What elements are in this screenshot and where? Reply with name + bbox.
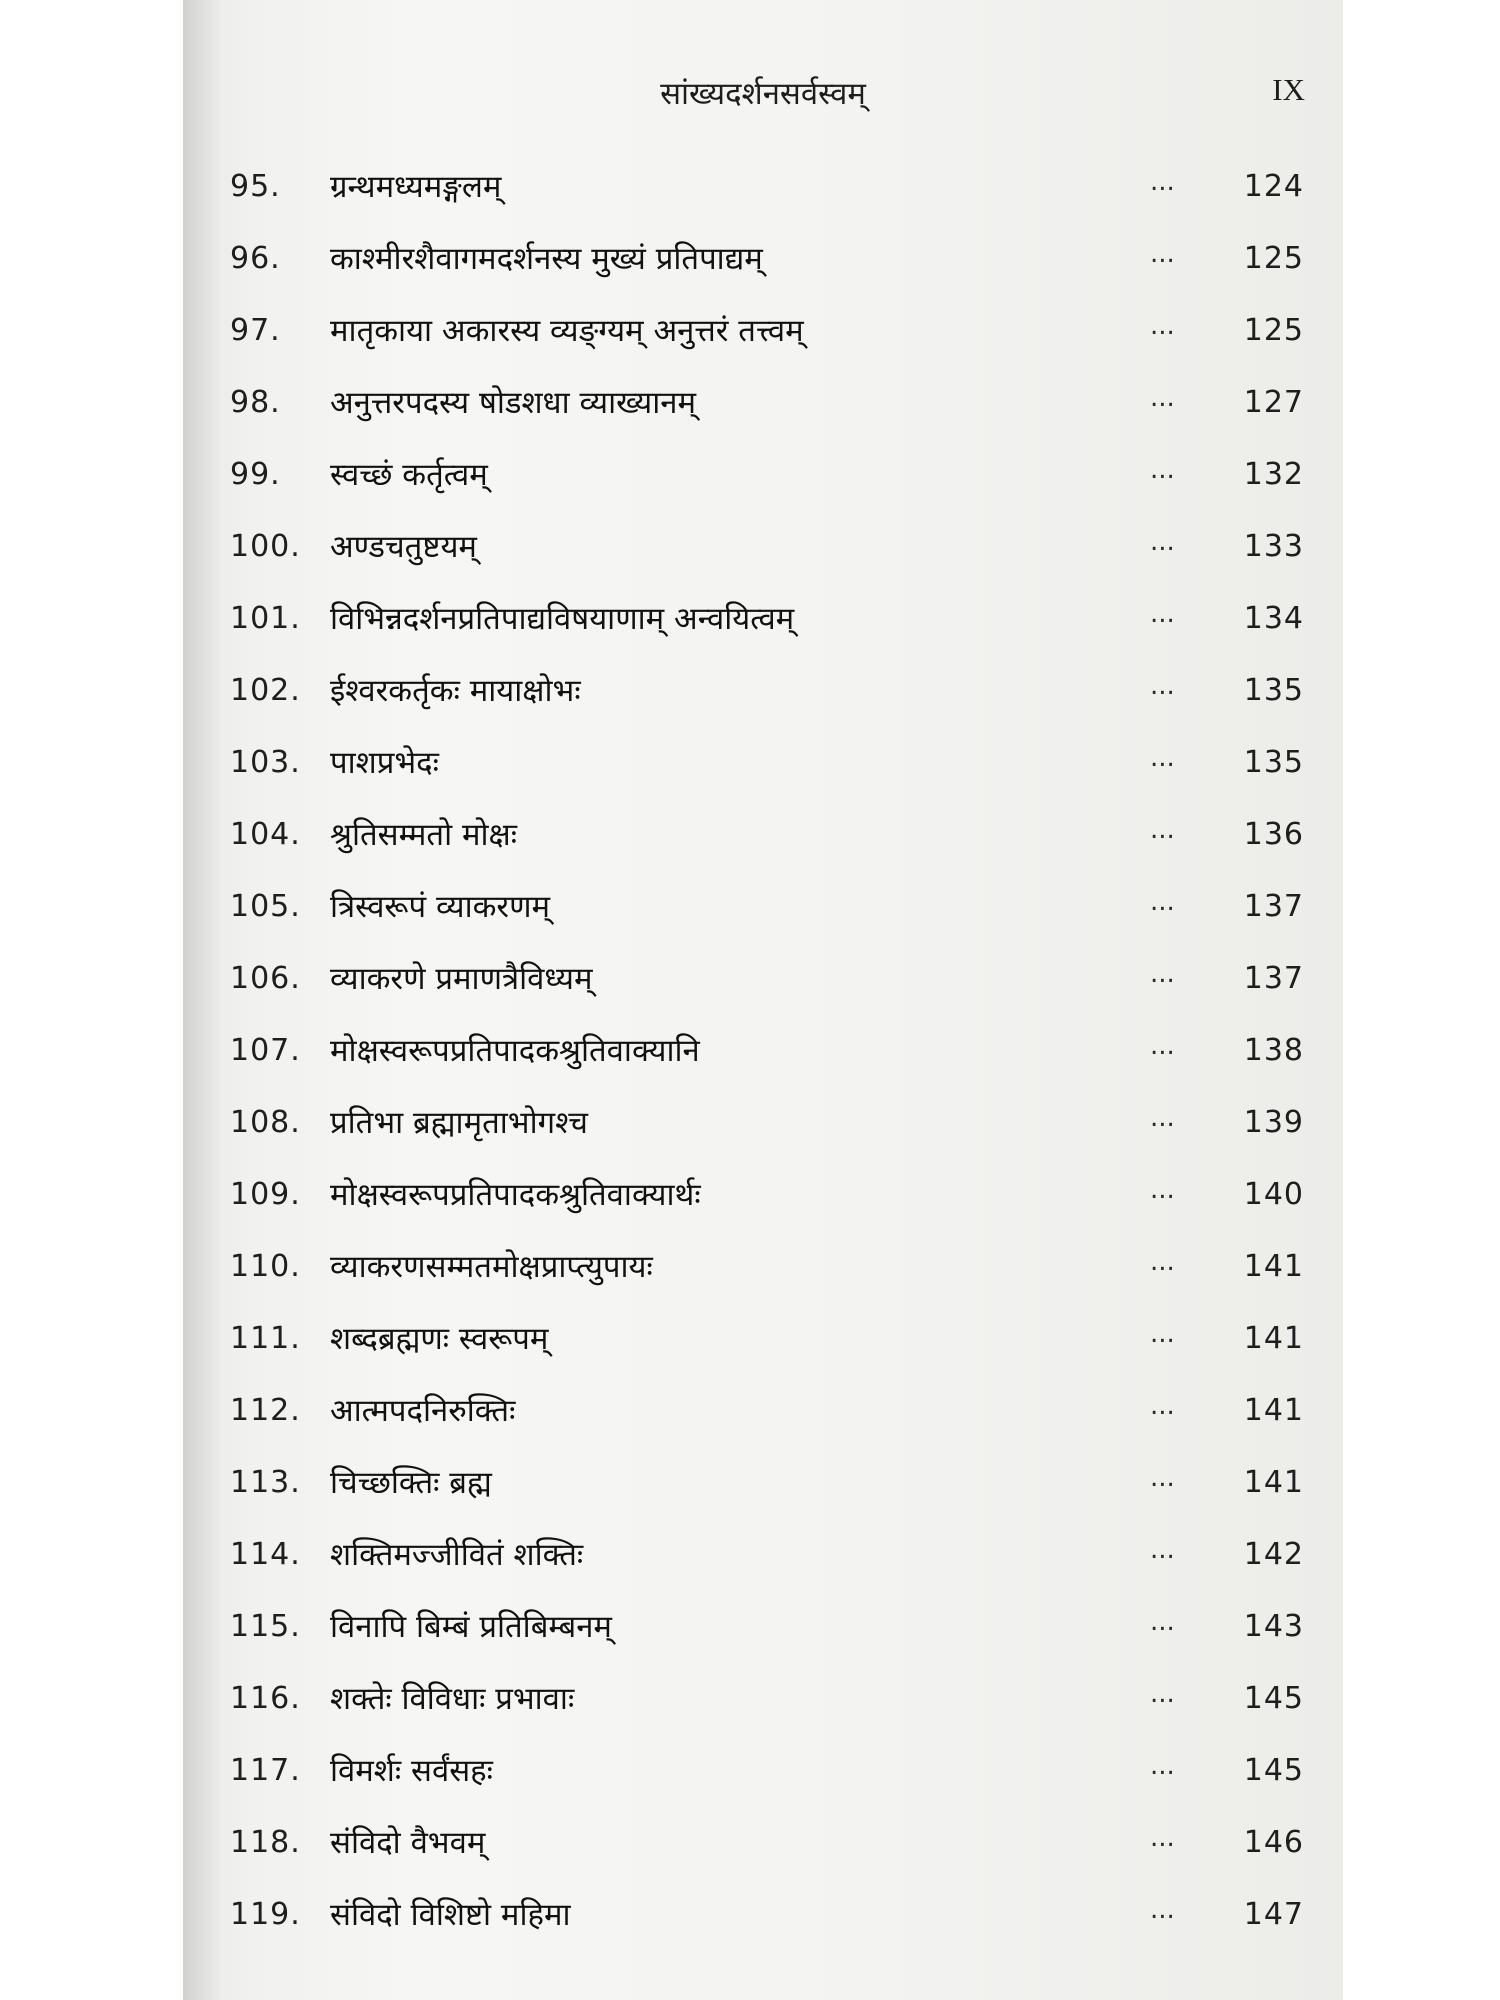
toc-entry [0,165,1500,237]
entry-title: आत्मपदनिरुक्तिः [330,1393,516,1429]
toc-entry [0,1317,1500,1389]
entry-page-number: 135 [1243,673,1304,708]
entry-leader-dots: ... [1150,743,1175,773]
entry-number: 117. [230,1753,301,1788]
toc-entry [0,813,1500,885]
page-header [183,72,1343,122]
entry-leader-dots: ... [1150,1679,1175,1709]
entry-number: 95. [230,169,281,204]
toc-entry [0,1677,1500,1749]
entry-leader-dots: ... [1150,1103,1175,1133]
entry-page-number: 134 [1243,601,1304,636]
entry-number: 112. [230,1393,301,1428]
entry-leader-dots: ... [1150,383,1175,413]
entry-leader-dots: ... [1150,239,1175,269]
entry-page-number: 145 [1243,1753,1304,1788]
entry-page-number: 145 [1243,1681,1304,1716]
entry-leader-dots: ... [1150,815,1175,845]
entry-title: चिच्छक्तिः ब्रह्म [330,1465,492,1501]
entry-number: 115. [230,1609,301,1644]
entry-title: संविदो वैभवम् [330,1825,486,1861]
entry-number: 105. [230,889,301,924]
entry-leader-dots: ... [1150,599,1175,629]
entry-title: शक्तेः विविधाः प्रभावाः [330,1681,575,1717]
entry-page-number: 146 [1243,1825,1304,1860]
entry-number: 114. [230,1537,301,1572]
entry-number: 109. [230,1177,301,1212]
toc-entry [0,1893,1500,1965]
entry-leader-dots: ... [1150,455,1175,485]
toc-entry [0,1821,1500,1893]
entry-leader-dots: ... [1150,1751,1175,1781]
toc-entry [0,1101,1500,1173]
toc-entry [0,597,1500,669]
entry-leader-dots: ... [1150,671,1175,701]
entry-title: शब्दब्रह्मणः स्वरूपम् [330,1321,549,1357]
entry-page-number: 147 [1243,1897,1304,1932]
entry-page-number: 141 [1243,1465,1304,1500]
entry-title: विमर्शः सर्वंसहः [330,1753,493,1789]
entry-title: संविदो विशिष्टो महिमा [330,1897,571,1933]
entry-number: 107. [230,1033,301,1068]
entry-leader-dots: ... [1150,1823,1175,1853]
entry-leader-dots: ... [1150,1535,1175,1565]
entry-leader-dots: ... [1150,527,1175,557]
entry-title: मातृकाया अकारस्य व्यङ्ग्यम् अनुत्तरं तत्त्वम् [330,313,804,349]
entry-title: अण्डचतुष्टयम् [330,529,477,565]
toc-entry [0,669,1500,741]
entry-number: 111. [230,1321,301,1356]
toc-entry [0,1605,1500,1677]
toc-entry [0,1245,1500,1317]
toc-entry [0,1749,1500,1821]
entry-title: प्रतिभा ब्रह्मामृताभोगश्च [330,1105,588,1141]
entry-title: काश्मीरशैवागमदर्शनस्य मुख्यं प्रतिपाद्यम् [330,241,763,277]
table-of-contents [0,165,1500,1965]
entry-title: श्रुतिसम्मतो मोक्षः [330,817,518,853]
entry-number: 113. [230,1465,301,1500]
entry-page-number: 143 [1243,1609,1304,1644]
entry-page-number: 132 [1243,457,1304,492]
toc-entry [0,525,1500,597]
entry-page-number: 141 [1243,1249,1304,1284]
toc-entry [0,957,1500,1029]
toc-entry [0,453,1500,525]
entry-number: 103. [230,745,301,780]
entry-page-number: 138 [1243,1033,1304,1068]
entry-page-number: 125 [1243,241,1304,276]
entry-leader-dots: ... [1150,1175,1175,1205]
entry-title: पाशप्रभेदः [330,745,439,781]
entry-page-number: 141 [1243,1393,1304,1428]
toc-entry [0,885,1500,957]
entry-number: 106. [230,961,301,996]
entry-title: त्रिस्वरूपं व्याकरणम् [330,889,551,925]
entry-number: 118. [230,1825,301,1860]
entry-title: विभिन्नदर्शनप्रतिपाद्यविषयाणाम् अन्वयित्वम् [330,601,795,637]
entry-page-number: 142 [1243,1537,1304,1572]
entry-page-number: 136 [1243,817,1304,852]
entry-title: मोक्षस्वरूपप्रतिपादकश्रुतिवाक्यार्थः [330,1177,701,1213]
entry-number: 110. [230,1249,301,1284]
entry-title: मोक्षस्वरूपप्रतिपादकश्रुतिवाक्यानि [330,1033,700,1069]
entry-leader-dots: ... [1150,1463,1175,1493]
toc-entry [0,381,1500,453]
entry-page-number: 139 [1243,1105,1304,1140]
entry-number: 116. [230,1681,301,1716]
entry-page-number: 127 [1243,385,1304,420]
entry-title: विनापि बिम्बं प्रतिबिम्बनम् [330,1609,612,1645]
entry-leader-dots: ... [1150,1031,1175,1061]
entry-page-number: 135 [1243,745,1304,780]
toc-entry [0,309,1500,381]
entry-title: अनुत्तरपदस्य षोडशधा व्याख्यानम् [330,385,697,421]
toc-entry [0,1389,1500,1461]
entry-number: 97. [230,313,281,348]
entry-leader-dots: ... [1150,1607,1175,1637]
entry-number: 98. [230,385,281,420]
entry-page-number: 137 [1243,961,1304,996]
toc-entry [0,1173,1500,1245]
entry-number: 119. [230,1897,301,1932]
toc-entry [0,1029,1500,1101]
running-title: सांख्यदर्शनसर्वस्वम् [660,76,866,112]
entry-page-number: 140 [1243,1177,1304,1212]
entry-number: 96. [230,241,281,276]
entry-leader-dots: ... [1150,167,1175,197]
entry-page-number: 125 [1243,313,1304,348]
entry-page-number: 141 [1243,1321,1304,1356]
roman-page-number: IX [1272,72,1305,107]
entry-page-number: 137 [1243,889,1304,924]
entry-leader-dots: ... [1150,887,1175,917]
entry-number: 100. [230,529,301,564]
entry-leader-dots: ... [1150,1391,1175,1421]
toc-entry [0,1461,1500,1533]
entry-page-number: 124 [1243,169,1304,204]
toc-entry [0,1533,1500,1605]
entry-title: ग्रन्थमध्यमङ्गलम् [330,169,502,205]
entry-title: व्याकरणे प्रमाणत्रैविध्यम् [330,961,593,997]
entry-title: शक्तिमज्जीवितं शक्तिः [330,1537,584,1573]
toc-entry [0,741,1500,813]
entry-title: ईश्वरकर्तृकः मायाक्षोभः [330,673,581,709]
entry-leader-dots: ... [1150,1319,1175,1349]
entry-number: 102. [230,673,301,708]
entry-leader-dots: ... [1150,959,1175,989]
entry-title: स्वच्छं कर्तृत्वम् [330,457,488,493]
entry-page-number: 133 [1243,529,1304,564]
entry-leader-dots: ... [1150,1895,1175,1925]
entry-title: व्याकरणसम्मतमोक्षप्राप्त्युपायः [330,1249,653,1285]
entry-number: 108. [230,1105,301,1140]
entry-leader-dots: ... [1150,1247,1175,1277]
entry-number: 104. [230,817,301,852]
toc-entry [0,237,1500,309]
entry-number: 101. [230,601,301,636]
entry-leader-dots: ... [1150,311,1175,341]
entry-number: 99. [230,457,281,492]
